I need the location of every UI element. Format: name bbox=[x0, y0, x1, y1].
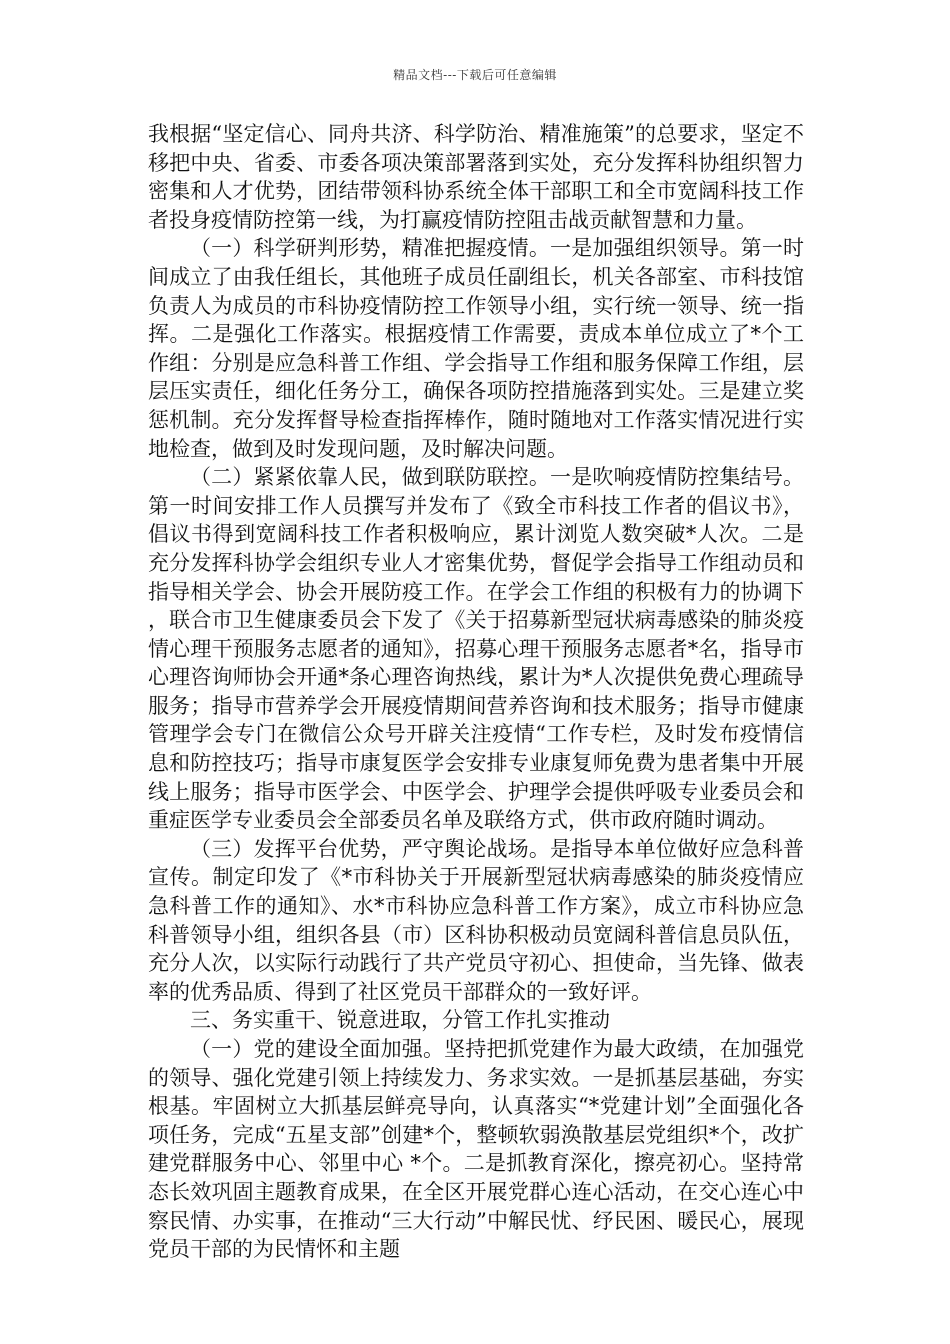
paragraph-section-1: （一）科学研判形势，精准把握疫情。一是加强组织领导。第一时间成立了由我任组长，其他班子成员任副组长，机关各部室、市科技馆负责人为成员的市科协疫情防控工作领导小组，实行统一领导、统一指挥。二是强化工作落实。根据疫情工作需要，责成本单位成立了*个工作组：分别是应急科普工作组、学会指导工作组和服务保障工作组，层层压实责任，细化任务分工，确保各项防控措施落到实处。三是建立奖惩机制。充分发挥督导检查指挥棒作，随时随地对工作落实情况进行实地检查，做到及时发现问题，及时解决问题。 bbox=[148, 236, 804, 461]
paragraph-section-2: （二）紧紧依靠人民，做到联防联控。一是吹响疫情防控集结号。第一时间安排工作人员撰写并发布了《致全市科技工作者的倡议书》，倡议书得到宽阔科技工作者积极响应，累计浏览人数突破*人次。二是充分发挥科协学会组织专业人才密集优势，督促学会指导工作组动员和指导相关学会、协会开展防疫工作。在学会工作组的积极有力的协调下，联合市卫生健康委员会下发了《关于招募新型冠状病毒感染的肺炎疫情心理干预服务志愿者的通知》，招募心理干预服务志愿者*名，指导市心理咨询师协会开通*条心理咨询热线，累计为*人次提供免费心理疏导服务；指导市营养学会开展疫情期间营养咨询和技术服务；指导市健康管理学会专门在微信公众号开辟关注疫情“工作专栏，及时发布疫情信息和防控技巧；指导市康复医学会安排专业康复师免费为患者集中开展线上服务；指导市医学会、中医学会、护理学会提供呼吸专业委员会和重症医学专业委员会全部委员名单及联络方式，供市政府随时调动。 bbox=[148, 465, 804, 833]
document-body bbox=[148, 120, 804, 1264]
paragraph-intro: 我根据“坚定信心、同舟共济、科学防治、精准施策”的总要求，坚定不移把中央、省委、市委各项决策部署落到实处，充分发挥科协组织智力密集和人才优势，团结带领科协系统全体干部职工和全市宽阔科技工作者投身疫情防控第一线，为打赢疫情防控阻击战贡献智慧和力量。 bbox=[148, 122, 804, 232]
section-heading-3: 三、务实重干、锐意进取，分管工作扎实推动 bbox=[190, 1008, 610, 1033]
paragraph-party-building: （一）党的建设全面加强。坚持把抓党建作为最大政绩，在加强党的领导、强化党建引领上持续发力、务求实效。一是抓基层基础，夯实根基。牢固树立大抓基层鲜亮导向，认真落实“*党建计划”全面强化各项任务，完成“五星支部”创建*个，整顿软弱涣散基层党组织*个，改扩建党群服务中心、邻里中心 *个。二是抓教育深化，擦亮初心。坚持常态长效巩固主题教育成果，在全区开展党群心连心活动，在交心连心中察民情、办实事，在推动“三大行动”中解民忧、纾民困、暖民心，展现党员干部的为民情怀和主题 bbox=[148, 1037, 804, 1262]
paragraph-section-3: （三）发挥平台优势，严守舆论战场。是指导本单位做好应急科普宣传。制定印发了《*市科协关于开展新型冠状病毒感染的肺炎疫情应急科普工作的通知》、水*市科协应急科普工作方案》，成立市科协应急科普领导小组，组织各县（市）区科协积极动员宽阔科普信息员队伍，充分人次，以实际行动践行了共产党员守初心、担使命，当先锋、做表率的优秀品质、得到了社区党员干部群众的一致好评。 bbox=[148, 836, 804, 1004]
page-header: 精品文档---下载后可任意编辑 bbox=[393, 68, 557, 82]
